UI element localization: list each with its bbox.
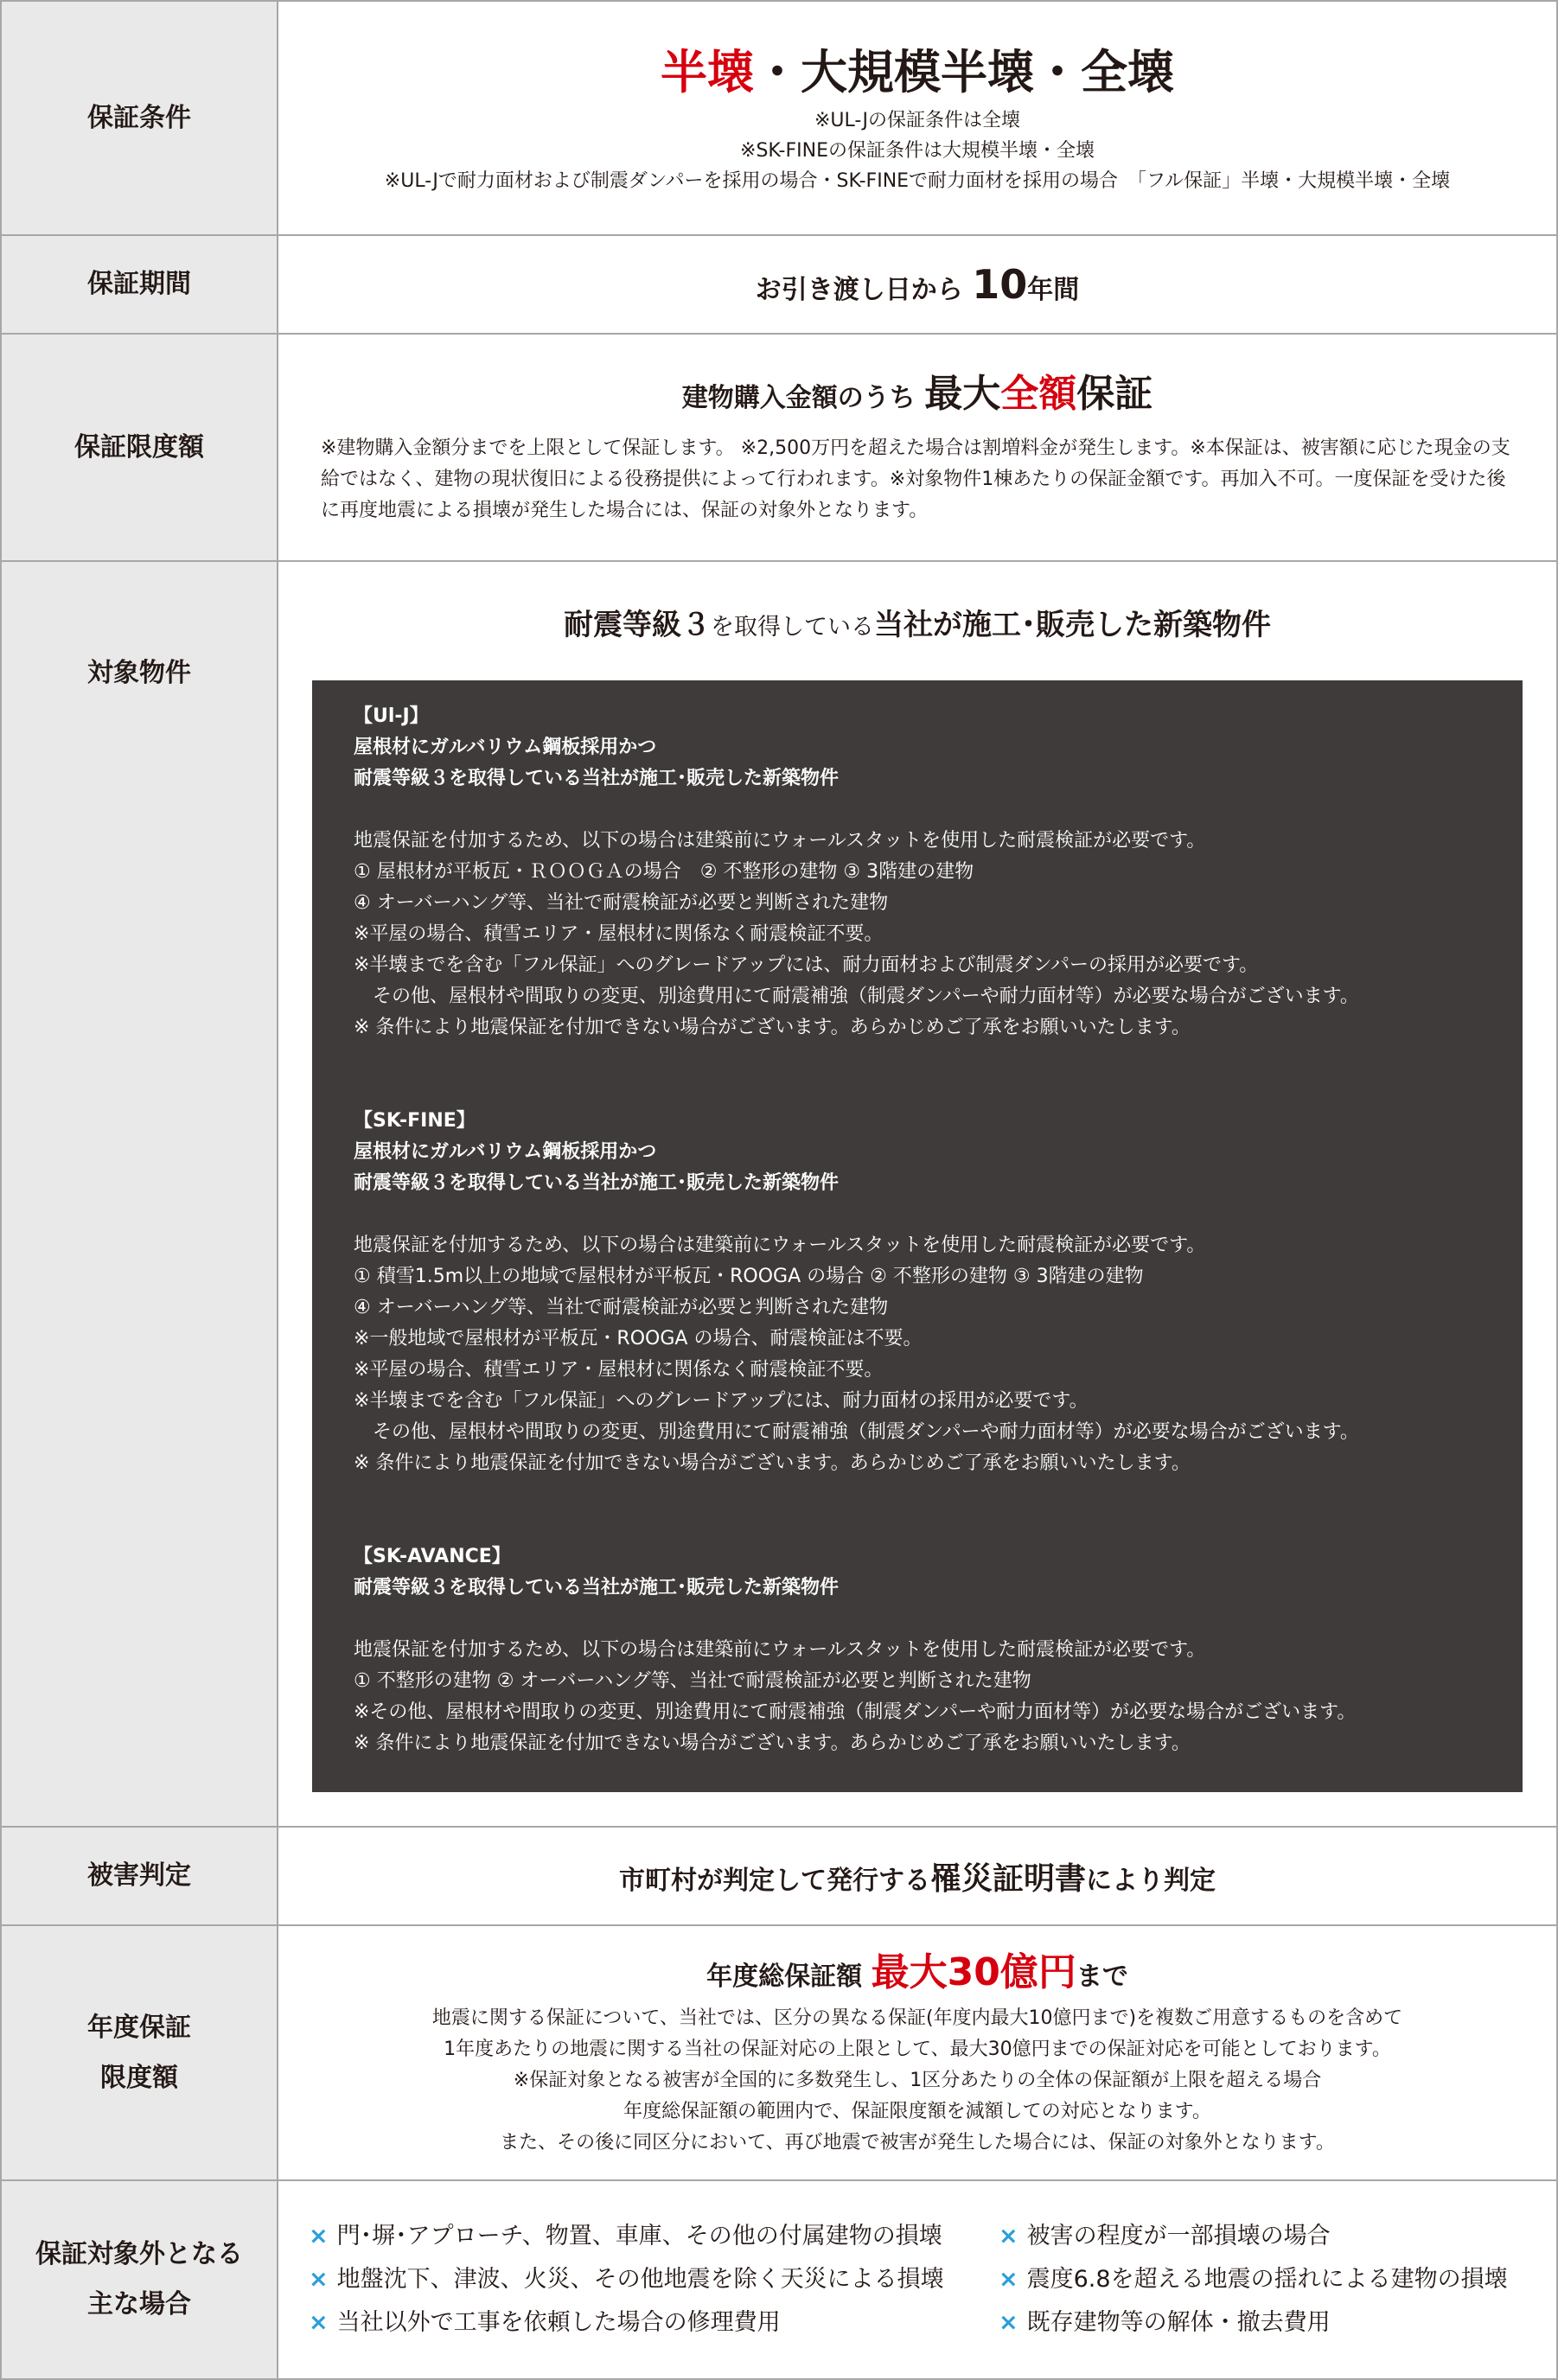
ulj-line: ※ 条件により地震保証を付加できない場合がございます。あらかじめご了承をお願いいたします。 bbox=[354, 1017, 1191, 1038]
limit-guarantee: 保証 bbox=[1076, 372, 1153, 416]
skfine-bold-line: 屋根材にガルバリウム鋼板採用かつ bbox=[354, 1141, 657, 1163]
skfine-line: ※半壊までを含む「フル保証」へのグレードアップには、耐力面材の採用が必要です。 bbox=[354, 1390, 1089, 1412]
label-exclusions bbox=[2, 2181, 278, 2378]
skfine-line: ① 積雪1.5m以上の地域で屋根材が平板瓦・ROOGA の場合 ② 不整形の建物 ③ 3階建の建物 bbox=[354, 1266, 1144, 1287]
row-target bbox=[2, 562, 1556, 1828]
damage-prefix: 市町村が判定して発行する bbox=[618, 1865, 930, 1896]
damage-doc: 罹災証明書 bbox=[929, 1860, 1086, 1897]
label-conditions: 保証条件 bbox=[2, 2, 278, 234]
exclusion-item: × 既存建物等の解体・撤去費用 bbox=[999, 2304, 1552, 2342]
cross-icon: × bbox=[999, 2266, 1018, 2293]
skavance-line: ※その他、屋根材や間取りの変更、別途費用にて耐震補強（制震ダンパーや耐力面材等）が必要な場合がございます。 bbox=[354, 1701, 1357, 1723]
damage-suffix: により判定 bbox=[1086, 1865, 1216, 1896]
ulj-heading: 【Ul-J】 bbox=[354, 705, 429, 727]
row-exclusions bbox=[2, 2181, 1556, 2380]
content-conditions bbox=[278, 2, 1556, 234]
exclusion-item: × 地盤沈下、津波、火災、その他地震を除く天災による損壊 bbox=[309, 2261, 999, 2299]
exclusion-item: × 門･塀･アプローチ、物置、車庫、その他の付属建物の損壊 bbox=[309, 2217, 999, 2256]
damage-text bbox=[619, 1854, 1216, 1898]
content-exclusions bbox=[278, 2181, 1556, 2378]
label-damage: 被害判定 bbox=[2, 1828, 278, 1924]
limit-paragraph: ※建物購入金額分までを上限として保証します。 ※2,500万円を超えた場合は割増料金が発生します。※本保証は、被害額に応じた現金の支給ではなく、建物の現状復旧による役務提供によって行われます。※対象物件1棟あたりの保証金額です。再加入不可。一度保証を受けた後に再度地震による損壊が発生した場合には、保証の対象外となります。 bbox=[321, 437, 1510, 521]
limit-max: 最大 bbox=[924, 372, 1001, 416]
skfine-heading: 【SK-FINE】 bbox=[354, 1110, 476, 1132]
annual-headline bbox=[706, 1947, 1128, 2003]
row-damage bbox=[2, 1828, 1556, 1926]
limit-headline bbox=[682, 368, 1153, 424]
target-part3: 当社が施工･販売した新築物件 bbox=[874, 608, 1271, 642]
period-prefix: お引き渡し日から bbox=[755, 275, 973, 305]
row-conditions bbox=[2, 2, 1556, 236]
ulj-line: ※平屋の場合、積雪エリア・屋根材に関係なく耐震検証不要。 bbox=[354, 923, 884, 945]
row-annual-limit bbox=[2, 1926, 1556, 2181]
ulj-line: ※半壊までを含む「フル保証」へのグレードアップには、耐力面材および制震ダンパーの採用が必要です。 bbox=[354, 954, 1259, 976]
skavance-line: ① 不整形の建物 ② オーバーハング等、当社で耐震検証が必要と判断された建物 bbox=[354, 1670, 1031, 1692]
label-period: 保証期間 bbox=[2, 236, 278, 333]
label-target: 対象物件 bbox=[2, 562, 278, 1826]
label-exclusions-line: 保証対象外となる bbox=[35, 2239, 243, 2269]
conditions-headline-red: 半壊 bbox=[661, 45, 754, 99]
ulj-line: ④ オーバーハング等、当社で耐震検証が必要と判断された建物 bbox=[354, 892, 889, 914]
conditions-headline-rest: ・大規模半壊・全壊 bbox=[754, 45, 1174, 99]
ulj-line: 地震保証を付加するため、以下の場合は建築前にウォールスタットを使用した耐震検証が必要です。 bbox=[354, 830, 1206, 852]
conditions-note: ※SK-FINEの保証条件は大規模半壊・全壊 bbox=[740, 140, 1095, 162]
target-part2: を取得している bbox=[711, 614, 874, 641]
conditions-note: ※UL-Jの保証条件は全壊 bbox=[814, 110, 1021, 131]
content-damage bbox=[278, 1828, 1556, 1924]
period-years: 10 bbox=[972, 261, 1028, 308]
skavance-line: ※ 条件により地震保証を付加できない場合がございます。あらかじめご了承をお願いいたします。 bbox=[354, 1732, 1191, 1754]
cross-icon: × bbox=[309, 2266, 329, 2293]
annual-suffix: まで bbox=[1076, 1962, 1128, 1992]
ulj-line: その他、屋根材や間取りの変更、別途費用にて耐震補強（制震ダンパーや耐力面材等）が必要な場合がございます。 bbox=[354, 986, 1359, 1007]
skfine-line: ※一般地域で屋根材が平板瓦・ROOGA の場合、耐震検証は不要。 bbox=[354, 1328, 923, 1350]
target-details-box bbox=[312, 680, 1523, 1792]
row-period bbox=[2, 236, 1556, 335]
conditions-note: ※UL-Jで耐力面材および制震ダンパーを採用の場合・SK-FINEで耐力面材を採用の場合 「フル保証」半壊・大規模半壊・全壊 bbox=[384, 170, 1451, 192]
skavance-bold-line: 耐震等級３を取得している当社が施工･販売した新築物件 bbox=[354, 1577, 840, 1598]
skfine-line: ※平屋の場合、積雪エリア・屋根材に関係なく耐震検証不要。 bbox=[354, 1359, 884, 1381]
label-exclusions-line: 主な場合 bbox=[87, 2289, 191, 2319]
cross-icon: × bbox=[309, 2309, 329, 2336]
ulj-bold-line: 屋根材にガルバリウム鋼板採用かつ bbox=[354, 737, 657, 758]
skavance-line: 地震保証を付加するため、以下の場合は建築前にウォールスタットを使用した耐震検証が必要です。 bbox=[354, 1639, 1206, 1661]
annual-line: 1年度あたりの地震に関する当社の保証対応の上限として、最大30億円までの保証対応を可能としております。 bbox=[444, 2039, 1391, 2060]
limit-prefix: 建物購入金額のうち bbox=[681, 383, 925, 413]
annual-line: また、その後に同区分において、再び地震で被害が発生した場合には、保証の対象外となります。 bbox=[500, 2132, 1335, 2153]
target-part1: 耐震等級３ bbox=[564, 608, 711, 642]
cross-icon: × bbox=[999, 2309, 1018, 2336]
skfine-line: 地震保証を付加するため、以下の場合は建築前にウォールスタットを使用した耐震検証が必要です。 bbox=[354, 1235, 1206, 1256]
annual-line: ※保証対象となる被害が全国的に多数発生し、1区分あたりの全体の保証額が上限を超える場合 bbox=[513, 2070, 1322, 2091]
skfine-bold-line: 耐震等級３を取得している当社が施工･販売した新築物件 bbox=[354, 1172, 840, 1194]
annual-prefix: 年度総保証額 bbox=[706, 1962, 872, 1992]
cross-icon: × bbox=[999, 2223, 1018, 2249]
period-suffix: 年間 bbox=[1027, 275, 1080, 305]
conditions-headline bbox=[661, 40, 1174, 105]
skfine-line: ※ 条件により地震保証を付加できない場合がございます。あらかじめご了承をお願いいたします。 bbox=[354, 1452, 1191, 1474]
label-annual-line: 年度保証 bbox=[87, 2012, 191, 2043]
label-limit: 保証限度額 bbox=[2, 335, 278, 560]
annual-line: 年度総保証額の範囲内で、保証限度額を減額しての対応となります。 bbox=[623, 2101, 1211, 2122]
row-limit bbox=[2, 335, 1556, 562]
exclusion-item: × 震度6.8を超える地震の揺れによる建物の損壊 bbox=[999, 2261, 1552, 2299]
content-period bbox=[278, 236, 1556, 333]
ulj-bold-line: 耐震等級３を取得している当社が施工･販売した新築物件 bbox=[354, 768, 840, 789]
exclusion-item: × 被害の程度が一部損壊の場合 bbox=[999, 2217, 1552, 2256]
annual-amount: 最大30億円 bbox=[871, 1950, 1076, 1994]
skfine-line: その他、屋根材や間取りの変更、別途費用にて耐震補強（制震ダンパーや耐力面材等）が必要な場合がございます。 bbox=[354, 1421, 1359, 1443]
period-text bbox=[756, 261, 1079, 308]
content-limit bbox=[278, 335, 1556, 560]
exclusion-item: × 当社以外で工事を依頼した場合の修理費用 bbox=[309, 2304, 999, 2342]
exclusions-list bbox=[283, 2217, 1552, 2342]
target-headline bbox=[564, 603, 1271, 649]
cross-icon: × bbox=[309, 2223, 329, 2249]
label-annual-limit bbox=[2, 1926, 278, 2179]
content-target bbox=[278, 562, 1556, 1826]
content-annual-limit bbox=[278, 1926, 1556, 2179]
skfine-line: ④ オーバーハング等、当社で耐震検証が必要と判断された建物 bbox=[354, 1297, 889, 1318]
skavance-heading: 【SK-AVANCE】 bbox=[354, 1546, 511, 1567]
label-annual-line: 限度額 bbox=[100, 2062, 178, 2093]
ulj-line: ① 屋根材が平板瓦・ＲＯＯＧＡの場合 ② 不整形の建物 ③ 3階建の建物 bbox=[354, 861, 974, 883]
annual-line: 地震に関する保証について、当社では、区分の異なる保証(年度内最大10億円まで)を複数ご用意するものを含めて bbox=[431, 2007, 1403, 2029]
limit-full: 全額 bbox=[1000, 372, 1077, 416]
